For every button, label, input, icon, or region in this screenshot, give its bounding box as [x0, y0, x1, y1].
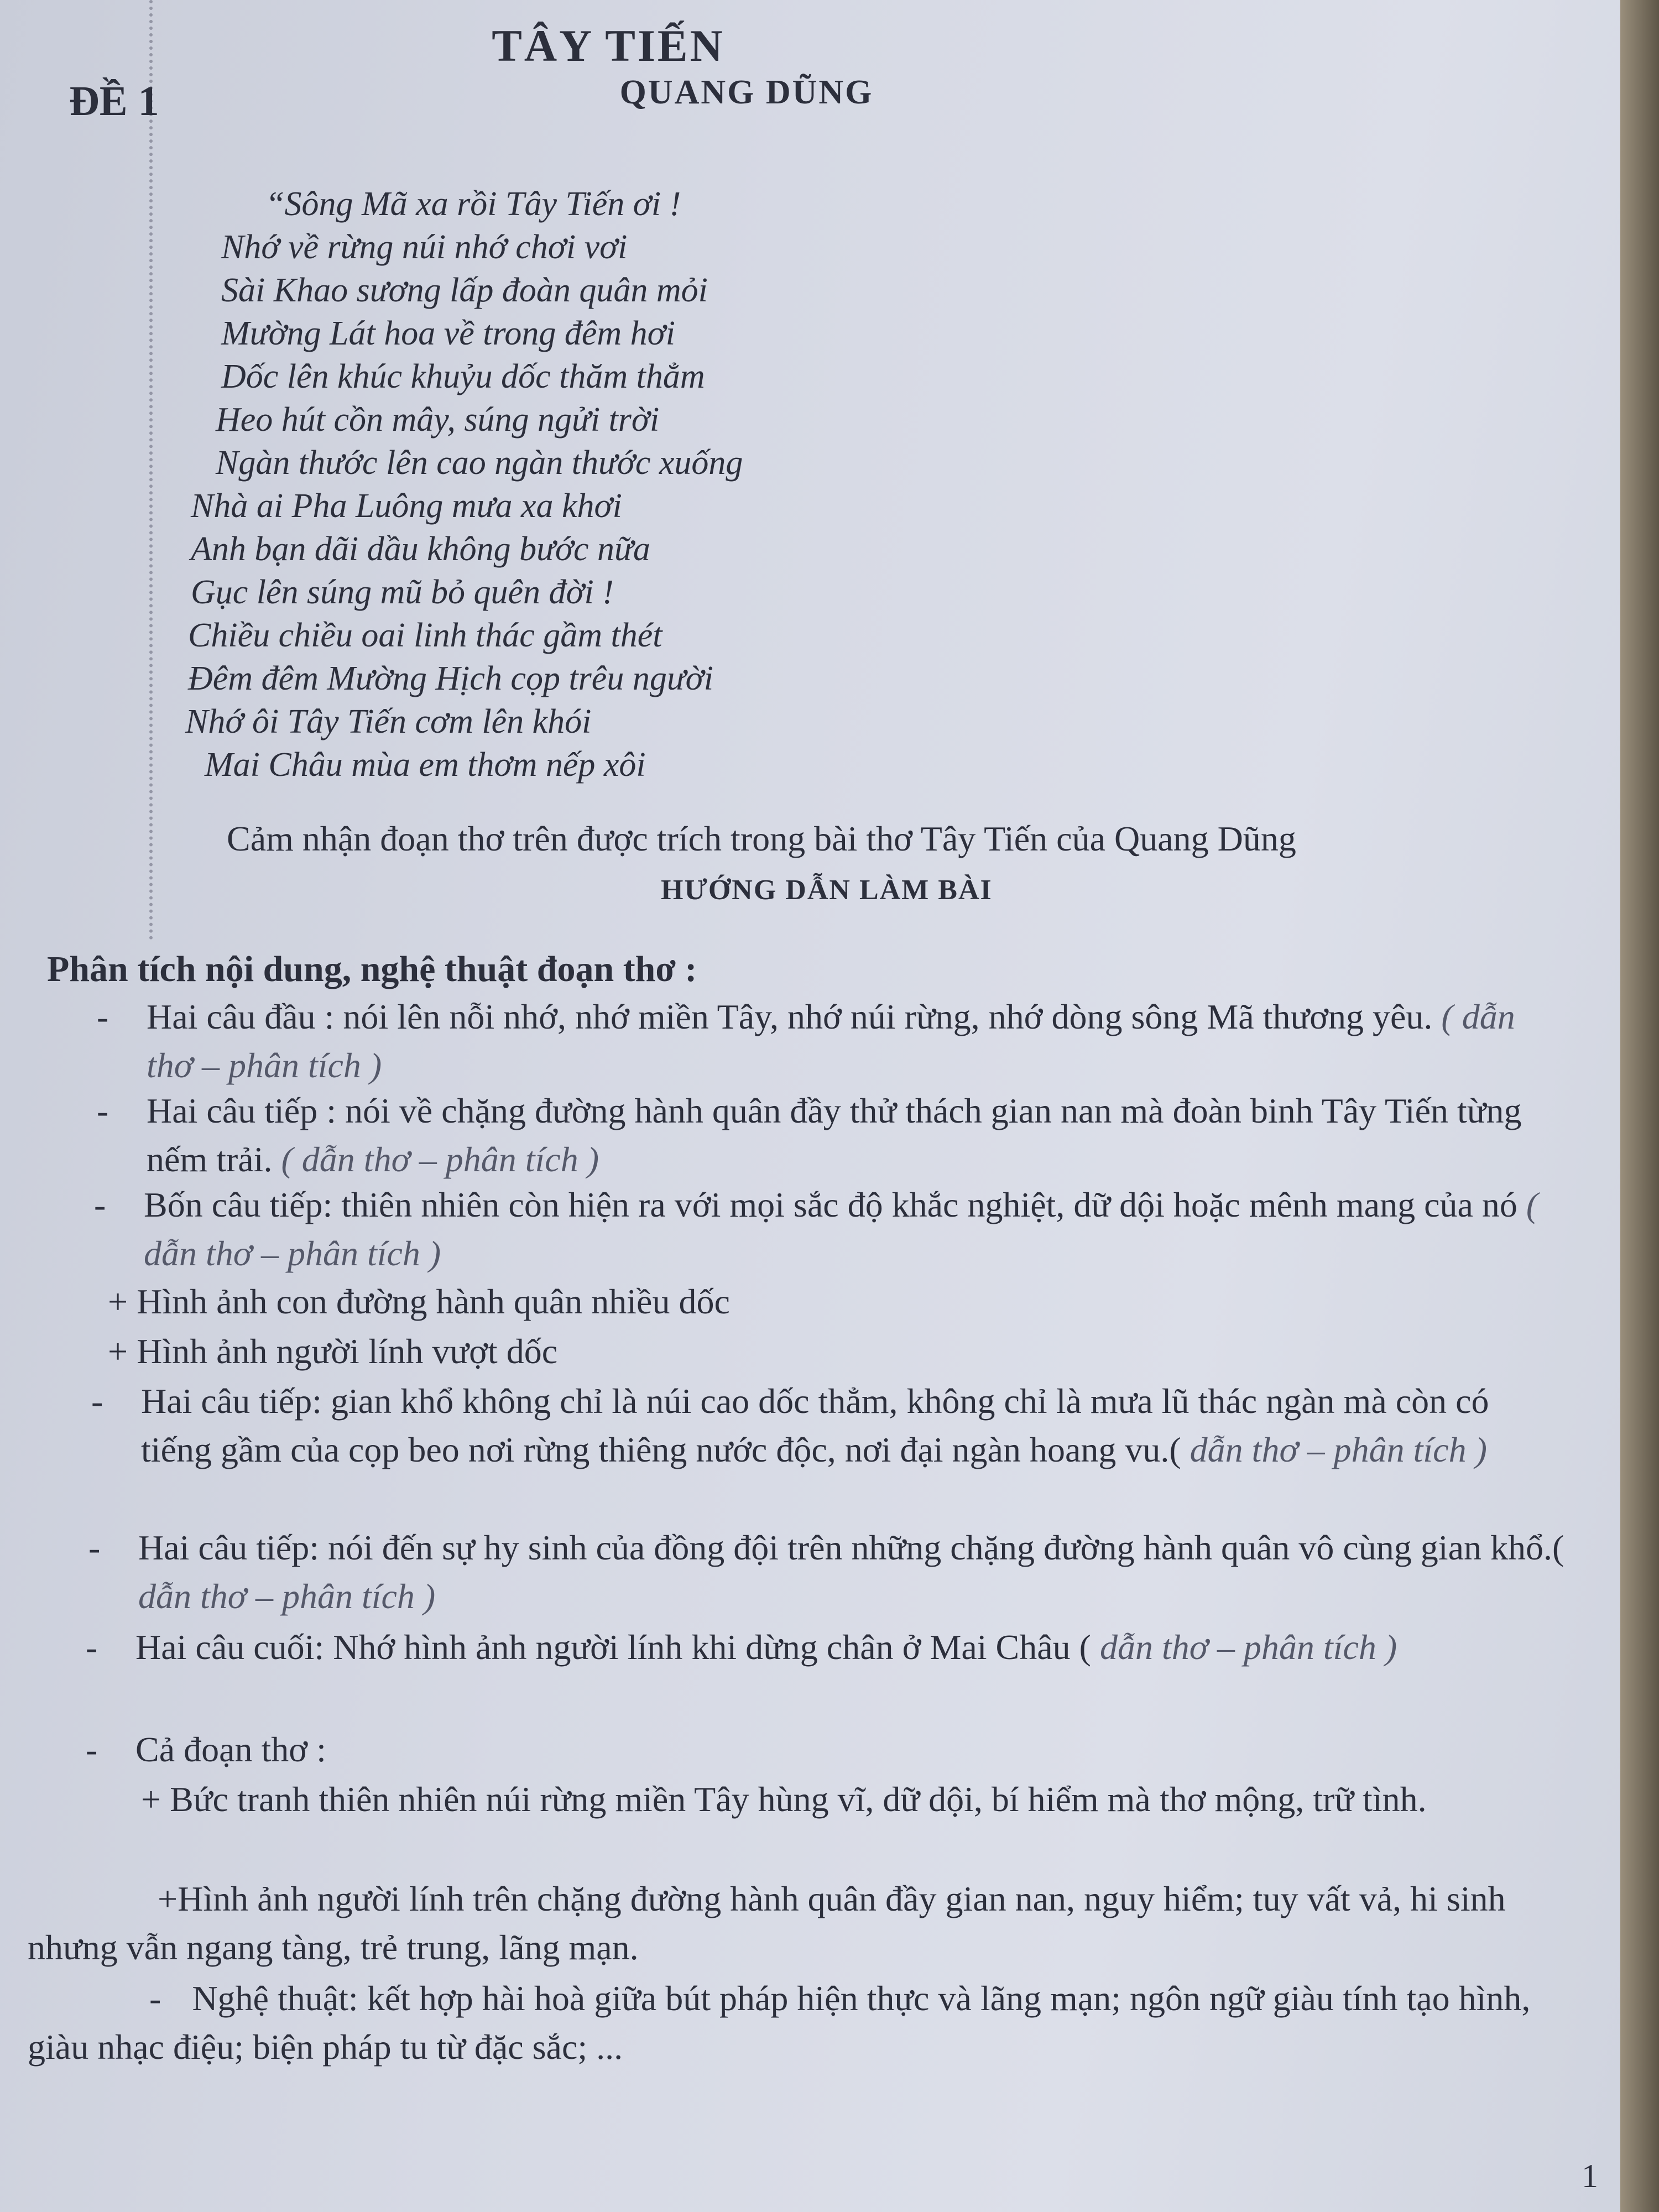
item-text: Bốn câu tiếp: thiên nhiên còn hiện ra với mọi sắc độ khắc nghiệt, dữ dội hoặc mênh mang của nó [144, 1185, 1517, 1224]
subitem-text: Hình ảnh người lính vượt dốc [137, 1332, 558, 1371]
item-text: Hai câu đầu : nói lên nỗi nhớ, nhớ miền Tây, nhớ núi rừng, nhớ dòng sông Mã thương yêu. [147, 997, 1433, 1036]
item-text: Hai câu tiếp: nói đến sự hy sinh của đồng đội trên những chặng đường hành quân vô cùng gian khổ.( [138, 1528, 1564, 1567]
bullet-dash: - [91, 1381, 103, 1421]
poem-line: Anh bạn dãi dầu không bước nữa [191, 530, 650, 568]
exam-prompt: Cảm nhận đoạn thơ trên được trích trong bài thơ Tây Tiến của Quang Dũng [227, 819, 1296, 858]
guide-item [28, 1974, 1582, 2072]
item-note: dẫn thơ – phân tích ) [138, 1577, 436, 1616]
poem-line: Mường Lát hoa về trong đêm hơi [221, 315, 675, 352]
guide-paragraph: +Hình ảnh người lính trên chặng đường hành quân đầy gian nan, nguy hiểm; tuy vất vả, hi sinh nhưng vẫn ngang tàng, trẻ trung, lãng mạn. [28, 1879, 1506, 1967]
guide-title: HƯỚNG DẪN LÀM BÀI [661, 874, 993, 906]
guide-item [86, 1623, 1573, 1672]
poem-block [182, 182, 743, 786]
item-text: Hai câu tiếp : nói về chặng đường hành quân đầy thử thách gian nan mà đoàn binh Tây Tiến từng nếm trải. [147, 1091, 1522, 1179]
guide-subitem [108, 1327, 1546, 1376]
guide-item [94, 1181, 1565, 1278]
poem-line: Ngàn thước lên cao ngàn thước xuống [216, 444, 743, 482]
item-text: Cả đoạn thơ : [135, 1730, 326, 1769]
bullet-dash: - [94, 1185, 106, 1224]
guide-item [88, 1524, 1571, 1621]
bullet-dash: - [86, 1627, 98, 1667]
poem-line: Đêm đêm Mường Hịch cọp trêu người [188, 660, 713, 697]
guide-heading: Phân tích nội dung, nghệ thuật đoạn thơ : [47, 949, 697, 989]
exam-label: ĐỀ 1 [69, 78, 159, 124]
guide-item [97, 993, 1546, 1090]
plus-mark: + [108, 1332, 128, 1371]
item-text: Nghệ thuật: kết hợp hài hoà giữa bút pháp hiện thực và lãng mạn; ngôn ngữ giàu tính tạo hình, giàu nhạc điệu; biện pháp tu từ đặc sắc; ... [28, 1979, 1531, 2067]
item-text: Hai câu tiếp: gian khổ không chỉ là núi cao dốc thẳm, không chỉ là mưa lũ thác ngàn mà còn có tiếng gầm của cọp beo nơi rừng thiêng nước độc, nơi đại ngàn hoang vu.( [141, 1381, 1489, 1469]
guide-paragraph: + Bức tranh thiên nhiên núi rừng miền Tây hùng vĩ, dữ dội, bí hiểm mà thơ mộng, trữ tình. [141, 1780, 1427, 1819]
bullet-dash: - [97, 997, 109, 1036]
binding-fold-line [149, 0, 156, 940]
item-note: dẫn thơ – phân tích ) [1099, 1627, 1397, 1667]
item-text: Hai câu cuối: Nhớ hình ảnh người lính khi dừng chân ở Mai Châu ( [135, 1627, 1091, 1667]
guide-item [86, 1725, 1573, 1774]
poem-line: “Sông Mã xa rồi Tây Tiến ơi ! [265, 185, 681, 223]
page-edge-shadow [1620, 0, 1659, 2212]
item-note: ( dẫn thơ – phân tích ) [147, 997, 1515, 1085]
poem-line: Chiều chiều oai linh thác gầm thét [188, 617, 662, 654]
item-note: ( dẫn thơ – phân tích ) [144, 1185, 1538, 1273]
poem-line: Gục lên súng mũ bỏ quên đời ! [191, 573, 614, 611]
subitem-text: Hình ảnh con đường hành quân nhiều dốc [137, 1282, 730, 1321]
poem-author: QUANG DŨNG [619, 74, 874, 111]
guide-item [97, 1087, 1562, 1184]
bullet-dash: - [97, 1091, 109, 1130]
poem-line: Dốc lên khúc khuỷu dốc thăm thẳm [221, 358, 705, 395]
poem-line: Sài Khao sương lấp đoàn quân mỏi [221, 272, 708, 309]
bullet-dash: - [149, 1979, 161, 2018]
bullet-dash: - [86, 1730, 98, 1769]
item-note: ( dẫn thơ – phân tích ) [281, 1140, 599, 1179]
poem-line: Nhớ ôi Tây Tiến cơm lên khói [185, 703, 592, 740]
page-number: 1 [1582, 2158, 1598, 2194]
poem-title: TÂY TIẾN [492, 20, 725, 71]
bullet-dash: - [88, 1528, 101, 1567]
poem-line: Nhớ về rừng núi nhớ chơi vơi [221, 228, 628, 266]
poem-line: Mai Châu mùa em thơm nếp xôi [205, 746, 646, 784]
item-note: dẫn thơ – phân tích ) [1190, 1430, 1487, 1469]
guide-item [91, 1377, 1568, 1474]
guide-subitem [108, 1277, 1546, 1326]
poem-line: Heo hút cồn mây, súng ngửi trời [216, 401, 660, 439]
poem-line: Nhà ai Pha Luông mưa xa khơi [191, 487, 622, 525]
plus-mark: + [108, 1282, 128, 1321]
